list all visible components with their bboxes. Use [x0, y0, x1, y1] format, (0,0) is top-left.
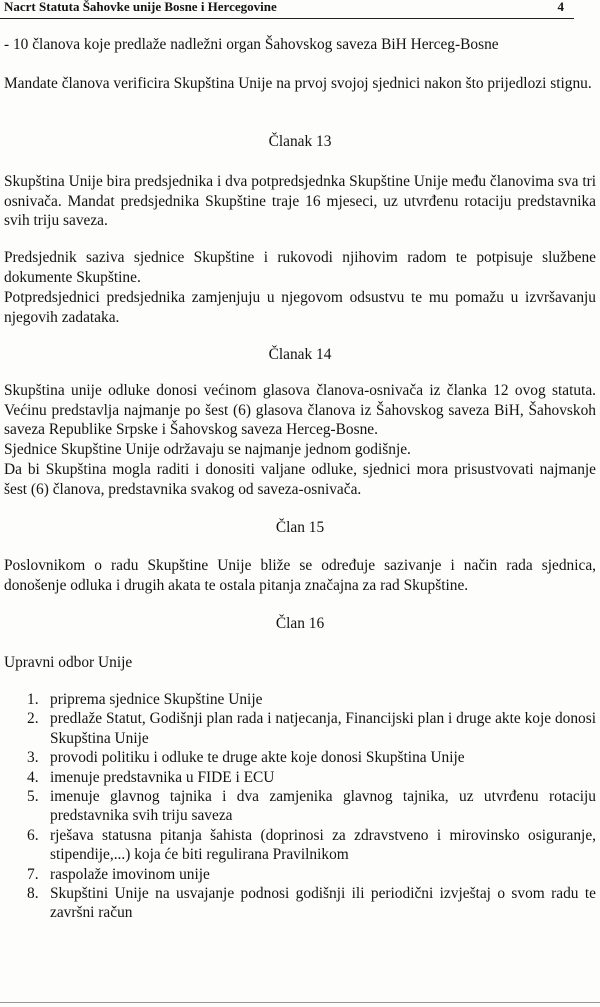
paragraph: Predsjednik saziva sjednice Skupštine i rukovodi njihovim radom te potpisuje službene dokumente Skupštine.: [4, 249, 596, 286]
paragraph: Skupština unije odluke donosi većinom glasova članova-osnivača iz članka 12 ovog statuta. Većinu predstavlja najmanje po šest (6) glasova članova iz Šahovskog saveza BiH, Šahovskoh saveza Republike Srpske i Šahovskog saveza Herceg-Bosne.: [4, 382, 596, 439]
paragraph: Da bi Skupština mogla raditi i donositi valjane odluke, sjednici mora prisustvovati najmanje šest (6) članova, predstavnika svakog od saveza-osnivača.: [4, 461, 596, 498]
paragraph: - 10 članova koje predlaže nadležni organ Šahovskog saveza BiH Herceg-Bosne: [4, 36, 499, 53]
paragraph: Poslovnikom o radu Skupštine Unije bliže se određuje sazivanje i način rada sjednica, donošenje odluka i drugih akata te ostala pitanja značajna za rad Skupštine.: [4, 557, 596, 594]
article-heading-16: Član 16: [275, 615, 325, 632]
list-item: 6. rješava statusna pitanja šahista (doprinosi za zdravstveno i mirovinsko osiguranje, stipendije,...) koja će biti regulirana Pravilnikom: [27, 826, 596, 864]
list-item: 2. predlaže Statut, Godišnji plan rada i natjecanja, Financijski plan i druge akte koje donosi Skupština Unije: [27, 710, 596, 747]
paragraph: Upravni odbor Unije: [4, 654, 133, 671]
list-item: 3. provodi politiku i odluke te druge akte koje donosi Skupština Unije: [27, 749, 465, 767]
page-number: 4: [557, 0, 564, 14]
bottom-divider: [0, 1002, 600, 1003]
list-item: 8. Skupštini Unije na usvajanje podnosi godišnji ili periodični izvještaj o svom radu te završni račun: [27, 885, 596, 922]
page-header: [0, 0, 574, 19]
duties-list: [0, 690, 596, 923]
article-heading-15: Član 15: [275, 519, 325, 536]
paragraph: Sjednice Skupštine Unije održavaju se najmanje jednom godišnje.: [4, 441, 411, 458]
article-heading-14: Članak 14: [268, 346, 332, 363]
list-item: 4. imenuje predstavnika u FIDE i ECU: [27, 768, 275, 786]
paragraph: Skupština Unije bira predsjednika i dva potpredsjednka Skupštine Unije među članovima sva tri osnivača. Mandat predsjednika Skupštine traje 16 mjeseci, uz utvrđenu rotaciju predstavnika svih triju saveza.: [4, 173, 596, 230]
paragraph: Potpredsjednici predsjednika zamjenjuju u njegovom odsustvu te mu pomažu u izvršavanju njegovih zadataka.: [4, 289, 596, 326]
article-heading-13: Članak 13: [268, 133, 332, 150]
list-item: 1. priprema sjednice Skupštine Unije: [27, 691, 263, 708]
list-item: 5. imenuje glavnog tajnika i dva zamjenika glavnog tajnika, uz utvrđenu rotaciju predstavnika svih triju saveza: [27, 788, 596, 825]
list-item: 7. raspolaže imovinom unije: [27, 865, 210, 883]
header-title: Nacrt Statuta Šahovke unije Bosne i Hercegovine: [4, 0, 277, 14]
paragraph: Mandate članova verificira Skupština Unije na prvoj svojoj sjednici nakon što prijedlozi stignu.: [4, 75, 592, 92]
